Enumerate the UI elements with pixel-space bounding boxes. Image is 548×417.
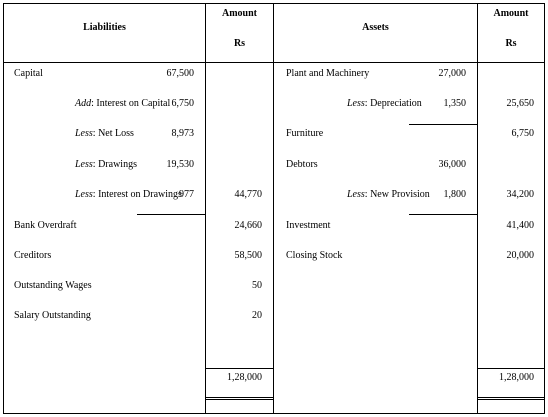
less-drawings-label (75, 159, 137, 171)
amount-header-right: Amount (493, 8, 529, 19)
capital-subtotal-underline (137, 214, 205, 215)
net-loss-text: : Net Loss (92, 128, 134, 139)
left-total-double-rule-2 (205, 399, 273, 400)
less-prefix: Less (75, 189, 93, 200)
capital-label: Capital (14, 68, 43, 79)
debtors-label: Debtors (286, 159, 318, 170)
outstanding-wages-label: Outstanding Wages (14, 280, 92, 291)
investment-total: 41,400 (506, 220, 534, 231)
depreciation-text: : Depreciation (364, 98, 422, 109)
plant-machinery-value: 27,000 (438, 68, 466, 79)
creditors-label: Creditors (14, 250, 52, 261)
closing-stock-total: 20,000 (506, 250, 534, 261)
left-amount-column-divider (205, 3, 206, 414)
less-net-loss-value: 8,973 (171, 128, 194, 139)
assets-grand-total: 1,28,000 (499, 372, 534, 383)
middle-column-divider (273, 3, 274, 414)
right-total-double-rule-1 (477, 397, 545, 398)
less-new-provision-value: 1,800 (443, 189, 466, 200)
debtors-net-total: 34,200 (506, 189, 534, 200)
furniture-total: 6,750 (511, 128, 534, 139)
salary-outstanding-total: 20 (252, 310, 262, 321)
drawings-text: : Drawings (92, 159, 137, 170)
less-prefix: Less (347, 189, 365, 200)
less-prefix: Less (75, 159, 93, 170)
left-total-top-rule (205, 368, 273, 369)
plant-subtotal-underline (409, 124, 477, 125)
right-total-double-rule-2 (477, 399, 545, 400)
assets-header: Assets (362, 22, 389, 33)
outstanding-wages-total: 50 (252, 280, 262, 291)
capital-net-total: 44,770 (234, 189, 262, 200)
table-bottom-border (3, 413, 545, 414)
bank-overdraft-total: 24,660 (234, 220, 262, 231)
plant-machinery-label: Plant and Machinery (286, 68, 370, 79)
new-provision-text: : New Provision (364, 189, 430, 200)
interest-on-drawings-text: : Interest on Drawings (92, 189, 182, 200)
debtors-value: 36,000 (438, 159, 466, 170)
add-prefix: Add (75, 98, 92, 109)
bank-overdraft-label: Bank Overdraft (14, 220, 77, 231)
add-interest-text: : Interest on Capital (91, 98, 171, 109)
amount-header-left: Amount (221, 8, 257, 19)
rs-header-right: Rs (505, 38, 517, 49)
capital-value: 67,500 (166, 68, 194, 79)
less-depreciation-value: 1,350 (443, 98, 466, 109)
table-top-border (3, 3, 545, 4)
salary-outstanding-label: Salary Outstanding (14, 310, 91, 321)
plant-net-total: 25,650 (506, 98, 534, 109)
liabilities-grand-total: 1,28,000 (227, 372, 262, 383)
less-drawings-value: 19,530 (166, 159, 194, 170)
less-net-loss-label (75, 128, 134, 140)
less-prefix: Less (347, 98, 365, 109)
right-total-top-rule (477, 368, 545, 369)
closing-stock-label: Closing Stock (286, 250, 343, 261)
table-right-border (544, 3, 545, 414)
right-amount-column-divider (477, 3, 478, 414)
rs-header-left: Rs (233, 38, 246, 49)
debtors-subtotal-underline (409, 214, 477, 215)
less-prefix: Less (75, 128, 93, 139)
investment-label: Investment (286, 220, 331, 231)
less-interest-on-drawings-value: 977 (179, 189, 194, 200)
add-interest-on-capital-value: 6,750 (171, 98, 194, 109)
table-left-border (3, 3, 4, 414)
liabilities-header: Liabilities (83, 22, 126, 33)
furniture-label: Furniture (286, 128, 324, 139)
left-total-double-rule-1 (205, 397, 273, 398)
header-bottom-border (3, 62, 545, 63)
creditors-total: 58,500 (234, 250, 262, 261)
